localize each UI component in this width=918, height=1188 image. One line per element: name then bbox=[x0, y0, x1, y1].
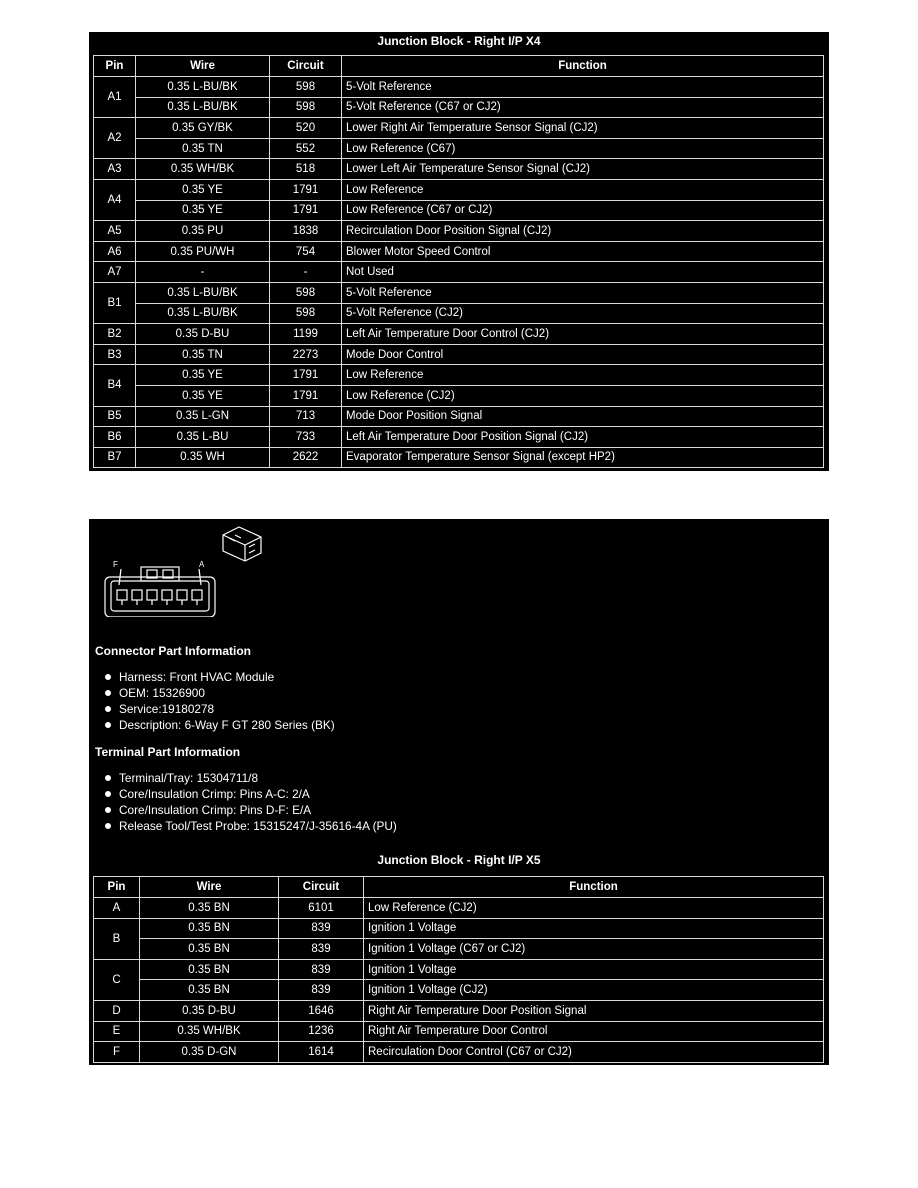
wire-cell: 0.35 D-BU bbox=[140, 1000, 279, 1021]
wire-cell: - bbox=[136, 262, 270, 283]
wire-cell: 0.35 YE bbox=[136, 365, 270, 386]
pin-cell: A2 bbox=[94, 118, 136, 159]
table-row bbox=[94, 303, 824, 324]
function-cell: Low Reference (C67 or CJ2) bbox=[342, 200, 824, 221]
connector-face-drawing bbox=[99, 525, 269, 617]
pin-cell: A5 bbox=[94, 221, 136, 242]
table-row bbox=[94, 898, 824, 919]
circuit-cell: 1838 bbox=[270, 221, 342, 242]
pin-cell: B2 bbox=[94, 324, 136, 345]
function-cell: Ignition 1 Voltage (CJ2) bbox=[364, 980, 824, 1001]
list-item: OEM: 15326900 bbox=[95, 685, 335, 701]
x5-table-body bbox=[94, 898, 824, 1063]
pin-cell: B7 bbox=[94, 447, 136, 468]
table-row bbox=[94, 385, 824, 406]
wire-cell: 0.35 L-BU bbox=[136, 427, 270, 448]
column-header-pin: Pin bbox=[94, 877, 140, 898]
function-cell: Not Used bbox=[342, 262, 824, 283]
circuit-cell: 839 bbox=[279, 918, 364, 939]
list-item: Release Tool/Test Probe: 15315247/J-35616-4A (PU) bbox=[95, 818, 397, 834]
table-row bbox=[94, 1021, 824, 1042]
table-row bbox=[94, 179, 824, 200]
pin-label-f: F bbox=[113, 560, 118, 569]
pin-cell: A1 bbox=[94, 77, 136, 118]
list-item: Terminal/Tray: 15304711/8 bbox=[95, 770, 397, 786]
pin-cell: B3 bbox=[94, 344, 136, 365]
function-cell: 5-Volt Reference (CJ2) bbox=[342, 303, 824, 324]
wire-cell: 0.35 YE bbox=[136, 385, 270, 406]
wire-cell: 0.35 WH bbox=[136, 447, 270, 468]
pin-cell: A4 bbox=[94, 179, 136, 220]
x4-panel bbox=[89, 32, 829, 471]
circuit-cell: 1236 bbox=[279, 1021, 364, 1042]
wire-cell: 0.35 WH/BK bbox=[136, 159, 270, 180]
circuit-cell: 2273 bbox=[270, 344, 342, 365]
column-header-function: Function bbox=[342, 56, 824, 77]
circuit-cell: 1646 bbox=[279, 1000, 364, 1021]
function-cell: Recirculation Door Position Signal (CJ2) bbox=[342, 221, 824, 242]
column-header-wire: Wire bbox=[140, 877, 279, 898]
circuit-cell: - bbox=[270, 262, 342, 283]
circuit-cell: 839 bbox=[279, 939, 364, 960]
function-cell: Ignition 1 Voltage bbox=[364, 959, 824, 980]
table-row bbox=[94, 118, 824, 139]
function-cell: Low Reference (CJ2) bbox=[342, 385, 824, 406]
column-header-function: Function bbox=[364, 877, 824, 898]
wire-cell: 0.35 PU/WH bbox=[136, 241, 270, 262]
table-header-row bbox=[94, 877, 824, 898]
pin-cell: C bbox=[94, 959, 140, 1000]
list-item: Core/Insulation Crimp: Pins A-C: 2/A bbox=[95, 786, 397, 802]
function-cell: 5-Volt Reference (C67 or CJ2) bbox=[342, 97, 824, 118]
circuit-cell: 839 bbox=[279, 959, 364, 980]
pin-cell: D bbox=[94, 1000, 140, 1021]
table-row bbox=[94, 221, 824, 242]
table-row bbox=[94, 97, 824, 118]
table-row bbox=[94, 980, 824, 1001]
pin-cell: A bbox=[94, 898, 140, 919]
table-row bbox=[94, 1042, 824, 1063]
wire-cell: 0.35 BN bbox=[140, 918, 279, 939]
table-row bbox=[94, 365, 824, 386]
pin-cell: A6 bbox=[94, 241, 136, 262]
connector-info-list bbox=[95, 669, 335, 733]
function-cell: Right Air Temperature Door Position Signal bbox=[364, 1000, 824, 1021]
wire-cell: 0.35 GY/BK bbox=[136, 118, 270, 139]
table-row bbox=[94, 200, 824, 221]
x4-pinout-table bbox=[93, 55, 824, 468]
connector-info-heading: Connector Part Information bbox=[95, 644, 252, 658]
pin-label-a: A bbox=[199, 560, 205, 569]
wire-cell: 0.35 YE bbox=[136, 179, 270, 200]
circuit-cell: 1199 bbox=[270, 324, 342, 345]
connector-face-icon bbox=[105, 567, 215, 617]
function-cell: 5-Volt Reference bbox=[342, 282, 824, 303]
pin-cell: E bbox=[94, 1021, 140, 1042]
table-row bbox=[94, 406, 824, 427]
function-cell: Low Reference (C67) bbox=[342, 138, 824, 159]
circuit-cell: 6101 bbox=[279, 898, 364, 919]
table-row bbox=[94, 159, 824, 180]
table-row bbox=[94, 77, 824, 98]
circuit-cell: 713 bbox=[270, 406, 342, 427]
function-cell: Mode Door Position Signal bbox=[342, 406, 824, 427]
connector-3d-icon bbox=[223, 527, 261, 561]
wire-cell: 0.35 TN bbox=[136, 138, 270, 159]
circuit-cell: 1791 bbox=[270, 385, 342, 406]
pin-cell: B5 bbox=[94, 406, 136, 427]
circuit-cell: 1791 bbox=[270, 365, 342, 386]
table-row bbox=[94, 1000, 824, 1021]
wire-cell: 0.35 BN bbox=[140, 980, 279, 1001]
x4-table-title: Junction Block - Right I/P X4 bbox=[377, 34, 541, 48]
table-row bbox=[94, 324, 824, 345]
wire-cell: 0.35 PU bbox=[136, 221, 270, 242]
x5-table-title: Junction Block - Right I/P X5 bbox=[377, 853, 541, 867]
function-cell: Low Reference bbox=[342, 179, 824, 200]
function-cell: Right Air Temperature Door Control bbox=[364, 1021, 824, 1042]
terminal-info-list bbox=[95, 770, 397, 834]
table-header-row bbox=[94, 56, 824, 77]
function-cell: Ignition 1 Voltage bbox=[364, 918, 824, 939]
list-item: Description: 6-Way F GT 280 Series (BK) bbox=[95, 717, 335, 733]
wire-cell: 0.35 TN bbox=[136, 344, 270, 365]
table-row bbox=[94, 939, 824, 960]
table-row bbox=[94, 427, 824, 448]
circuit-cell: 754 bbox=[270, 241, 342, 262]
pin-cell: F bbox=[94, 1042, 140, 1063]
function-cell: 5-Volt Reference bbox=[342, 77, 824, 98]
circuit-cell: 552 bbox=[270, 138, 342, 159]
x5-pinout-table bbox=[93, 876, 824, 1063]
circuit-cell: 598 bbox=[270, 77, 342, 98]
pin-cell: B1 bbox=[94, 282, 136, 323]
column-header-pin: Pin bbox=[94, 56, 136, 77]
function-cell: Low Reference (CJ2) bbox=[364, 898, 824, 919]
function-cell: Evaporator Temperature Sensor Signal (except HP2) bbox=[342, 447, 824, 468]
wire-cell: 0.35 BN bbox=[140, 898, 279, 919]
circuit-cell: 598 bbox=[270, 282, 342, 303]
table-row bbox=[94, 918, 824, 939]
function-cell: Recirculation Door Control (C67 or CJ2) bbox=[364, 1042, 824, 1063]
list-item: Core/Insulation Crimp: Pins D-F: E/A bbox=[95, 802, 397, 818]
circuit-cell: 1614 bbox=[279, 1042, 364, 1063]
circuit-cell: 520 bbox=[270, 118, 342, 139]
list-item: Service:19180278 bbox=[95, 701, 335, 717]
wire-cell: 0.35 L-BU/BK bbox=[136, 303, 270, 324]
wire-cell: 0.35 L-BU/BK bbox=[136, 282, 270, 303]
wire-cell: 0.35 L-BU/BK bbox=[136, 97, 270, 118]
function-cell: Left Air Temperature Door Position Signal (CJ2) bbox=[342, 427, 824, 448]
wire-cell: 0.35 WH/BK bbox=[140, 1021, 279, 1042]
circuit-cell: 1791 bbox=[270, 200, 342, 221]
circuit-cell: 733 bbox=[270, 427, 342, 448]
table-row bbox=[94, 959, 824, 980]
function-cell: Lower Left Air Temperature Sensor Signal (CJ2) bbox=[342, 159, 824, 180]
wire-cell: 0.35 BN bbox=[140, 939, 279, 960]
function-cell: Low Reference bbox=[342, 365, 824, 386]
column-header-circuit: Circuit bbox=[279, 877, 364, 898]
terminal-info-heading: Terminal Part Information bbox=[95, 745, 241, 759]
pin-cell: A7 bbox=[94, 262, 136, 283]
pin-cell: B bbox=[94, 918, 140, 959]
pin-cell: B4 bbox=[94, 365, 136, 406]
column-header-circuit: Circuit bbox=[270, 56, 342, 77]
circuit-cell: 598 bbox=[270, 97, 342, 118]
table-row bbox=[94, 344, 824, 365]
wire-cell: 0.35 D-BU bbox=[136, 324, 270, 345]
circuit-cell: 2622 bbox=[270, 447, 342, 468]
wire-cell: 0.35 L-BU/BK bbox=[136, 77, 270, 98]
circuit-cell: 839 bbox=[279, 980, 364, 1001]
table-row bbox=[94, 262, 824, 283]
pin-cell: B6 bbox=[94, 427, 136, 448]
function-cell: Lower Right Air Temperature Sensor Signal (CJ2) bbox=[342, 118, 824, 139]
table-row bbox=[94, 447, 824, 468]
circuit-cell: 518 bbox=[270, 159, 342, 180]
wire-cell: 0.35 D-GN bbox=[140, 1042, 279, 1063]
function-cell: Left Air Temperature Door Control (CJ2) bbox=[342, 324, 824, 345]
table-row bbox=[94, 241, 824, 262]
table-row bbox=[94, 282, 824, 303]
circuit-cell: 1791 bbox=[270, 179, 342, 200]
wire-cell: 0.35 YE bbox=[136, 200, 270, 221]
function-cell: Blower Motor Speed Control bbox=[342, 241, 824, 262]
column-header-wire: Wire bbox=[136, 56, 270, 77]
x5-panel bbox=[89, 519, 829, 1065]
table-row bbox=[94, 138, 824, 159]
function-cell: Mode Door Control bbox=[342, 344, 824, 365]
wire-cell: 0.35 BN bbox=[140, 959, 279, 980]
pin-cell: A3 bbox=[94, 159, 136, 180]
list-item: Harness: Front HVAC Module bbox=[95, 669, 335, 685]
function-cell: Ignition 1 Voltage (C67 or CJ2) bbox=[364, 939, 824, 960]
x4-table-body bbox=[94, 77, 824, 468]
wire-cell: 0.35 L-GN bbox=[136, 406, 270, 427]
circuit-cell: 598 bbox=[270, 303, 342, 324]
